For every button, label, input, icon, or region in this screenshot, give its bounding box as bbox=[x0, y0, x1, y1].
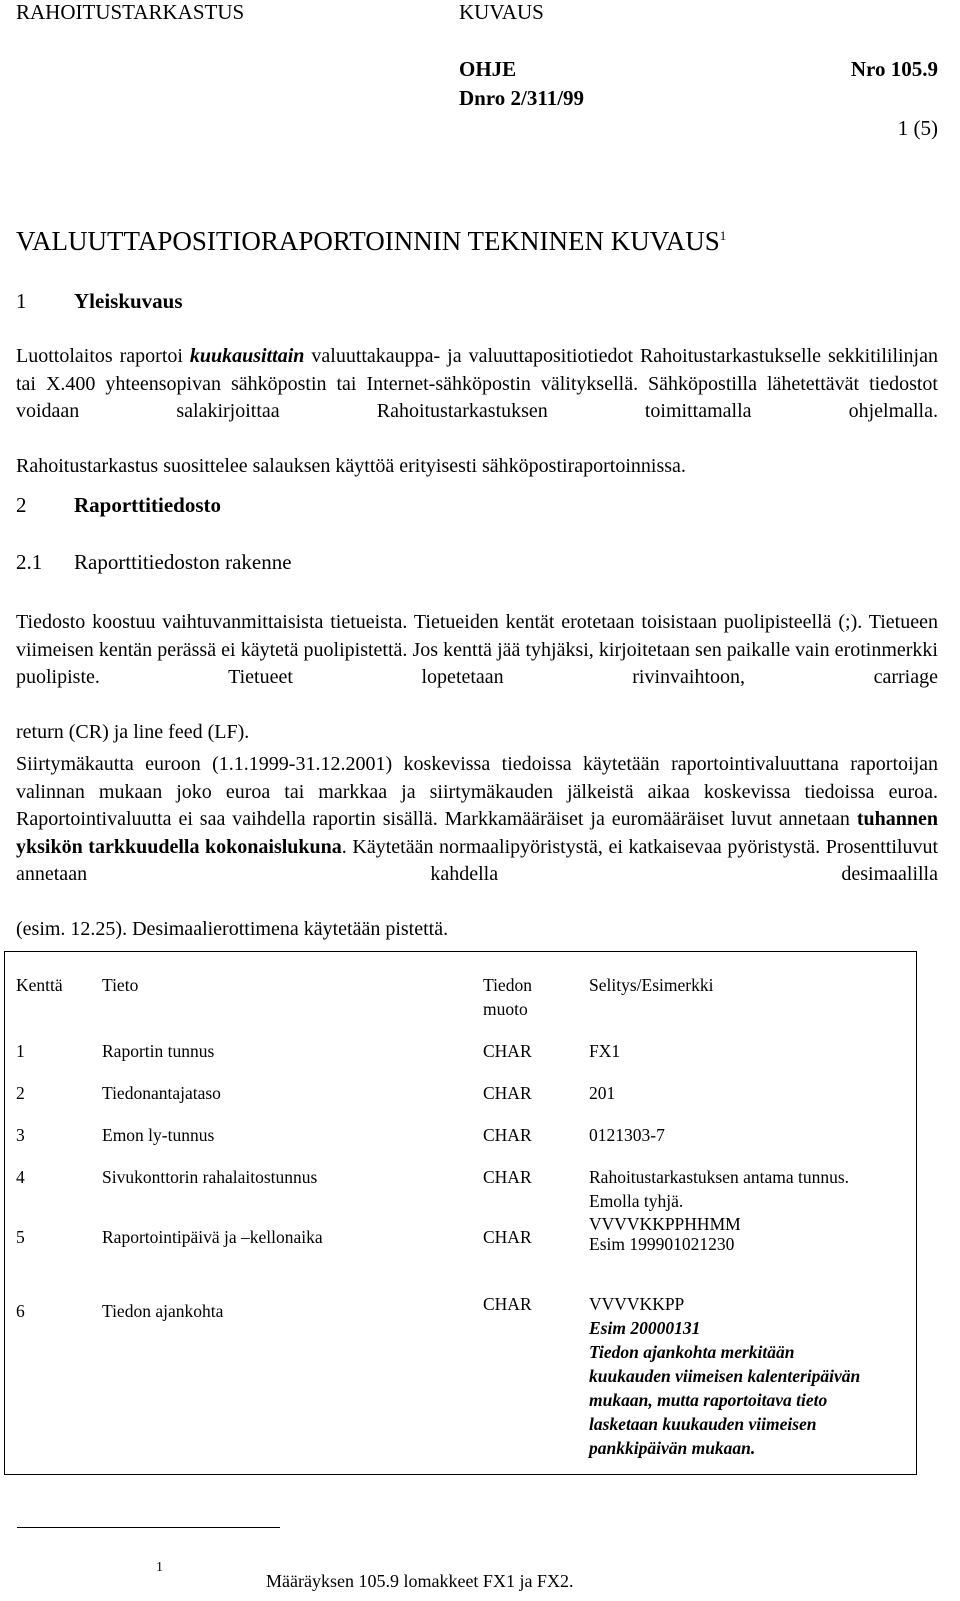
section-2-paragraph-1: Tiedosto koostuu vaihtuvanmittaisista tietueista. Tietueiden kentät erotetaan toisistaan puolipisteellä (;). Tietueen viimeisen kentän perässä ei käytetä puolipistettä. Jos kenttä jää tyhjäksi, kirjoitetaan sen paikalle vain erotinmerkki puolipiste. Tietueet lopetetaan rivinvaihtoon, carriage return (CR) ja line feed (LF). bbox=[16, 611, 938, 743]
table-cell-desc: VVVVKKPPHHMM Esim 199901021230 bbox=[589, 1214, 741, 1254]
table-cell-format: CHAR bbox=[483, 1294, 532, 1314]
doc-category: OHJE bbox=[459, 57, 517, 81]
doc-number: Nro 105.9 bbox=[850, 57, 938, 81]
table-cell-desc: FX1 bbox=[589, 1041, 621, 1061]
org-name: RAHOITUSTARKASTUS bbox=[16, 0, 245, 24]
page-number: 1 (5) bbox=[897, 116, 938, 140]
table-cell-format: CHAR bbox=[483, 1227, 532, 1247]
table-cell-field: 3 bbox=[16, 1125, 25, 1145]
table-cell-info: Raportointipäivä ja –kellonaika bbox=[102, 1227, 323, 1247]
table-cell-desc: VVVVKKPP Esim 20000131 Tiedon ajankohta merkitään kuukauden viimeisen kalenteripäivän mukaan, mutta raportoitava tieto lasketaan kuukauden viimeisen pankkipäivän mukaan. bbox=[589, 1294, 861, 1458]
table-cell-info: Raportin tunnus bbox=[102, 1041, 215, 1061]
section-1-heading: 1 Yleiskuvaus bbox=[16, 289, 183, 313]
table-cell-field: 2 bbox=[16, 1083, 25, 1103]
table-header-format: Tiedon muoto bbox=[483, 975, 532, 1019]
section-2-paragraph-2: Siirtymäkautta euroon (1.1.1999-31.12.2001) koskevissa tiedoissa käytetään raportointivaluuttana raportoijan valinnan mukaan joko euroa tai markkaa ja siirtymäkauden jälkeistä aikaa koskevissa tiedoissa euroa. Raportointivaluutta ei saa vaihdella raportin sisällä. Markkamääräiset ja euromääräiset luvut annetaan tuhannen yksikön tarkkuudella kokonaislukuna. Käytetään normaalipyöristystä, ei katkaisevaa pyöristystä. Prosenttiluvut annetaan kahdella desimaalilla (esim. 12.25). Desimaalierottimena käytetään pistettä. bbox=[16, 753, 938, 940]
table-cell-field: 6 bbox=[16, 1301, 25, 1321]
table-header-field: Kenttä bbox=[16, 975, 63, 995]
table-cell-format: CHAR bbox=[483, 1167, 532, 1187]
table-cell-field: 5 bbox=[16, 1227, 25, 1247]
table-cell-info: Sivukonttorin rahalaitostunnus bbox=[102, 1167, 318, 1187]
table-cell-info: Tiedon ajankohta bbox=[102, 1301, 224, 1321]
section-1-paragraph: Luottolaitos raportoi kuukausittain valuuttakauppa- ja valuuttapositiotiedot Rahoitustarkastukselle sekkitililinjan tai X.400 yhteensopivan sähköpostin tai Internet-sähköpostin välityksellä. Sähköpostilla lähetettävät tiedostot voidaan salakirjoittaa Rahoitustarkastuksen toimittamalla ohjelmalla. Rahoitustarkastus suosittelee salauksen käyttöä erityisesti sähköpostiraportoinnissa. bbox=[16, 345, 938, 477]
page-title: VALUUTTAPOSITIORAPORTOINNIN TEKNINEN KUVAUS$^1$ bbox=[16, 226, 727, 256]
table-cell-field: 1 bbox=[16, 1041, 25, 1061]
table-cell-desc: Rahoitustarkastuksen antama tunnus. Emolla tyhjä. bbox=[589, 1167, 850, 1211]
table-cell-desc: 0121303-7 bbox=[589, 1125, 665, 1145]
footnote-mark: 1 bbox=[156, 1560, 163, 1575]
table-header-info: Tieto bbox=[102, 975, 139, 995]
table-cell-desc: 201 bbox=[589, 1083, 616, 1103]
table-cell-info: Emon ly-tunnus bbox=[102, 1125, 215, 1145]
section-2-heading: 2 Raporttitiedosto bbox=[16, 493, 221, 517]
table-header-desc: Selitys/Esimerkki bbox=[589, 975, 714, 995]
table-cell-format: CHAR bbox=[483, 1083, 532, 1103]
table-cell-format: CHAR bbox=[483, 1041, 532, 1061]
footnote-separator bbox=[17, 1527, 280, 1528]
footnote-text: Määräyksen 105.9 lomakkeet FX1 ja FX2. bbox=[266, 1571, 574, 1591]
doc-type: KUVAUS bbox=[459, 0, 544, 24]
table-cell-format: CHAR bbox=[483, 1125, 532, 1145]
table-cell-field: 4 bbox=[16, 1167, 25, 1187]
section-2-1-heading: 2.1 Raporttitiedoston rakenne bbox=[16, 550, 292, 574]
table-cell-info: Tiedonantajataso bbox=[102, 1083, 221, 1103]
footnote-ref: 1 bbox=[719, 228, 727, 243]
doc-dnro: Dnro 2/311/99 bbox=[459, 86, 585, 110]
